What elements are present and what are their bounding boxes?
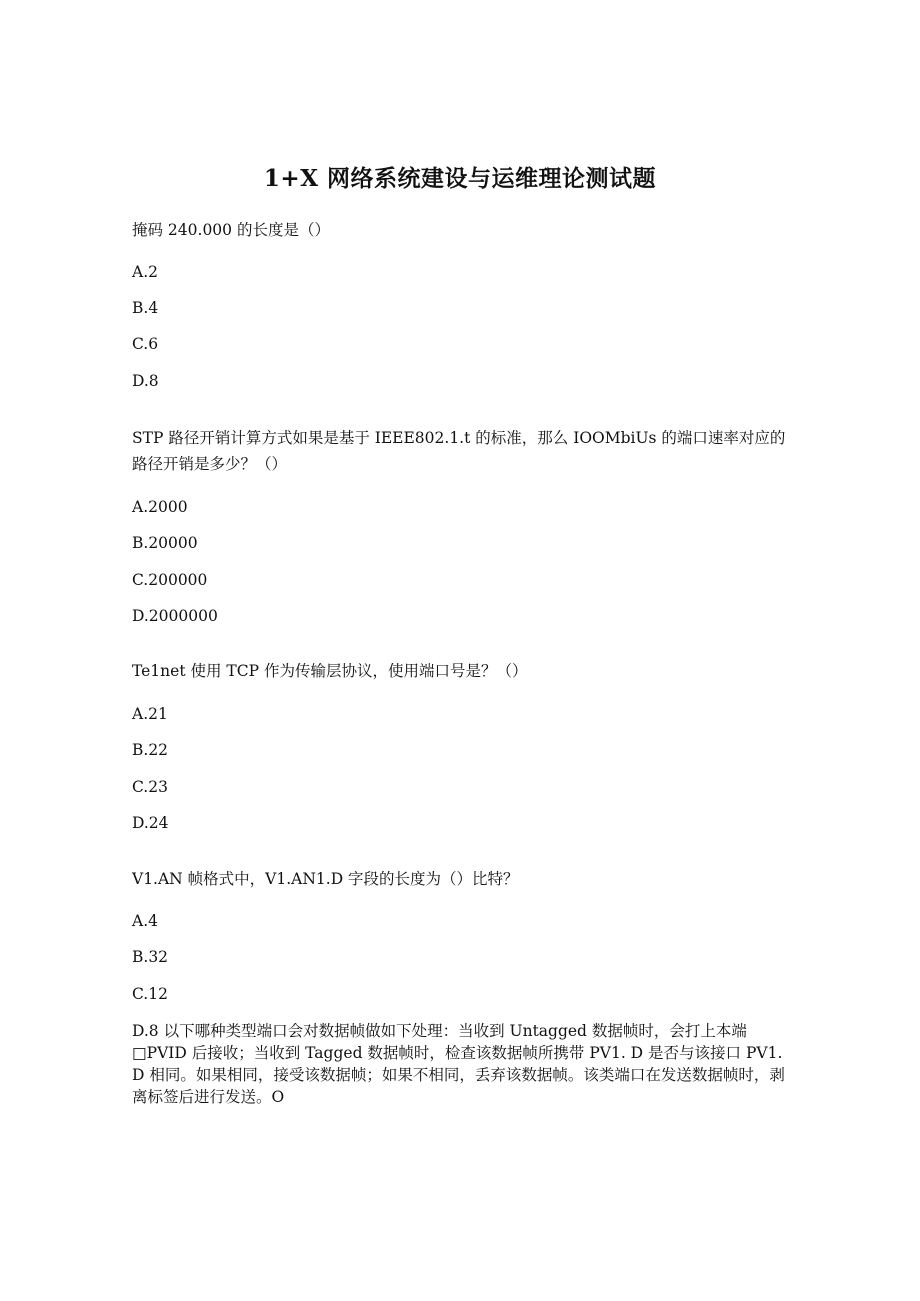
question-2-text: STP 路径开销计算方式如果是基于 IEEE802.1.t 的标准，那么 IOOMbiUs 的端口速率对应的路径开销是多少？（） <box>132 429 786 473</box>
page-title: 1+X 网络系统建设与运维理论测试题 <box>263 165 657 192</box>
question-4-option-c: C.12 <box>132 985 168 1003</box>
question-2-option-a: A.2000 <box>132 498 188 516</box>
question-3-option-d: D.24 <box>132 814 169 832</box>
question-2-option-b: B.20000 <box>132 534 198 552</box>
question-2-option-c: C.200000 <box>132 571 208 589</box>
question-4-text: V1.AN 帧格式中，V1.AN1.D 字段的长度为（）比特？ <box>132 870 519 888</box>
question-4-option-b: B.32 <box>132 948 169 966</box>
question-1-option-c: C.6 <box>132 335 159 353</box>
question-3-text: Te1net 使用 TCP 作为传输层协议，使用端口号是？（） <box>132 662 528 680</box>
question-4-option-a: A.4 <box>132 912 158 930</box>
question-1-option-b: B.4 <box>132 299 159 317</box>
question-3-option-c: C.23 <box>132 778 168 796</box>
question-1-text: 掩码 240.000 的长度是（） <box>132 221 330 239</box>
question-1-option-d: D.8 <box>132 372 159 390</box>
question-2-option-d: D.2000000 <box>132 607 218 625</box>
question-3-option-b: B.22 <box>132 741 169 759</box>
question-5-paragraph: D.8 以下哪种类型端口会对数据帧做如下处理：当收到 Untagged 数据帧时，会打上本端□PVID 后接收；当收到 Tagged 数据帧时，检查该数据帧所携带 PV1. D 是否与该接口 PV1. D 相同。如果相同，接受该数据帧；如果不相同，丢弃该数据帧。该类端口在发送数据帧时，剥离标签后进行发送。O <box>132 1022 785 1106</box>
question-1-option-a: A.2 <box>132 263 158 281</box>
question-3-option-a: A.21 <box>132 705 168 723</box>
